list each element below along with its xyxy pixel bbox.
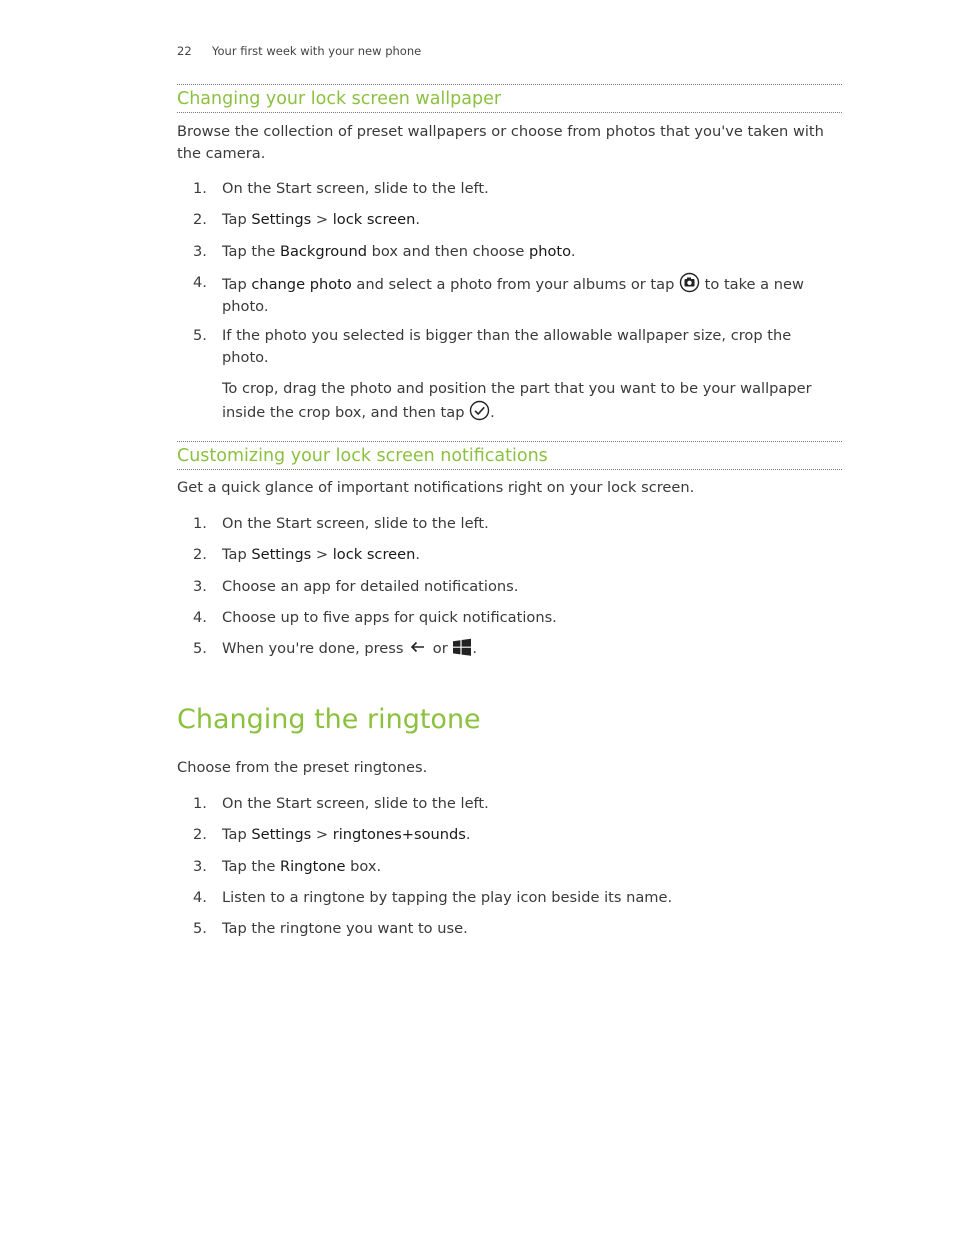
step-text: On the Start screen, slide to the left. [222,515,489,532]
step-text: Tap Settings > lock screen. [222,546,420,563]
step-number: 5. [193,327,207,344]
page-heading: Changing the ringtone [177,704,481,735]
section-heading: Customizing your lock screen notifications [177,446,548,466]
section-heading: Changing your lock screen wallpaper [177,89,502,109]
step-number: 1. [193,515,207,532]
background-label: Background [279,243,368,260]
step-number: 1. [193,795,207,812]
step-number: 1. [193,180,207,197]
step-number: 3. [193,243,207,260]
step-number: 3. [193,578,207,595]
section-heading-bar [177,441,842,470]
back-arrow-icon [408,639,428,657]
settings-label: Settings [251,546,312,563]
step-text: If the photo you selected is bigger than the allowable wallpaper size, crop the photo. [222,327,792,366]
settings-label: Settings [251,826,312,843]
lock-screen-label: lock screen [332,546,416,563]
step-text: Choose an app for detailed notifications. [222,578,519,595]
step-text: When you're done, press or . [222,640,477,657]
windows-start-icon [452,638,472,657]
step-text: Tap Settings > ringtones+sounds. [222,826,471,843]
step-number: 2. [193,546,207,563]
page-header [177,44,421,58]
step-text: Tap change photo and select a photo from your albums or tap to take a new photo. [222,272,842,318]
chapter-title: Your first week with your new phone [212,44,422,58]
step-number: 4. [193,274,207,291]
step-number: 5. [193,920,207,937]
step-text: Listen to a ringtone by tapping the play icon beside its name. [222,889,673,906]
step-text: Tap the Ringtone box. [222,858,382,875]
step-text: Choose up to five apps for quick notifications. [222,609,557,626]
step-text: Tap the ringtone you want to use. [222,920,468,937]
section-intro: Get a quick glance of important notifications right on your lock screen. [177,479,695,496]
step-number: 5. [193,640,207,657]
step-number: 2. [193,211,207,228]
camera-icon [679,272,700,293]
section-intro: Choose from the preset ringtones. [177,759,428,776]
section-intro: Browse the collection of preset wallpapers or choose from photos that you've taken with the camera. [177,123,824,162]
step-text: On the Start screen, slide to the left. [222,795,489,812]
step-number: 2. [193,826,207,843]
step-number: 4. [193,609,207,626]
step-number: 3. [193,858,207,875]
step-text: Tap Settings > lock screen. [222,211,420,228]
step-text: Tap the Background box and then choose photo. [222,243,576,260]
photo-label: photo [528,243,571,260]
change-photo-label: change photo [251,276,352,293]
settings-label: Settings [251,211,312,228]
note-text: To crop, drag the photo and position the part that you want to be your wallpaper inside the crop box, and then tap . [222,380,812,421]
step-text: On the Start screen, slide to the left. [222,180,489,197]
lock-screen-label: lock screen [332,211,416,228]
step-number: 4. [193,889,207,906]
ringtones-sounds-label: ringtones+sounds [332,826,466,843]
page-number: 22 [177,44,192,58]
section-heading-bar [177,84,842,113]
ringtone-label: Ringtone [279,858,346,875]
checkmark-icon [469,400,490,421]
